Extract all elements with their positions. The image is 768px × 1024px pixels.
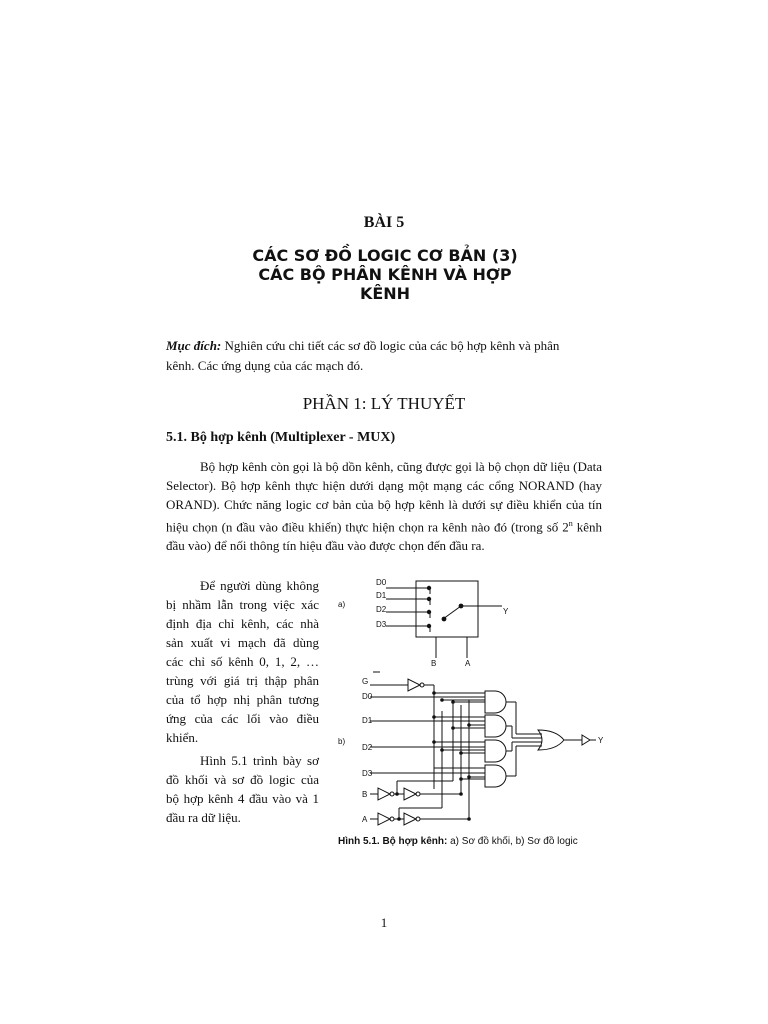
logic-input-label: D0	[362, 692, 373, 701]
purpose-paragraph	[166, 336, 586, 376]
figure-part-b-label: b)	[338, 737, 346, 746]
logic-input-label: D2	[362, 743, 373, 752]
block-input-label: D0	[376, 578, 387, 587]
block-output-label: Y	[503, 607, 509, 616]
intro-text-end: kênh đầu vào) để nối thông tín hiệu đầu vào được chọn đến đầu ra.	[166, 519, 602, 554]
mux-figure	[330, 572, 610, 837]
block-box	[416, 581, 478, 637]
purpose-text: Nghiên cứu chi tiết các sơ đồ logic của các bộ hợp kênh và phân kênh. Các ứng dụng của các mạch đó.	[166, 338, 560, 373]
or-gate	[538, 730, 564, 750]
block-select-label: B	[431, 659, 437, 668]
title-line: CÁC SƠ ĐỒ LOGIC CƠ BẢN (3)	[252, 246, 518, 265]
superscript-n: n	[568, 519, 573, 528]
intro-paragraph	[166, 457, 602, 555]
paragraph: Hình 5.1 trình bày sơ đồ khối và sơ đồ logic của bộ hợp kênh 4 đầu vào và 1 đầu ra dữ liệu.	[166, 753, 319, 825]
part-heading: PHẦN 1: LÝ THUYẾT	[302, 394, 466, 413]
left-column	[166, 576, 319, 831]
switch-arm	[443, 606, 461, 619]
logic-input-label: D1	[362, 716, 373, 725]
block-select-label: A	[465, 659, 471, 668]
title-line: KÊNH	[359, 284, 411, 303]
title-line: CÁC BỘ PHÂN KÊNH VÀ HỢP	[258, 265, 512, 284]
block-input-label: D3	[376, 620, 387, 629]
and-gate	[485, 765, 506, 787]
purpose-label: Mục đích:	[166, 338, 222, 353]
lesson-label: BÀI 5	[363, 214, 405, 231]
logic-input-label: B	[362, 790, 368, 799]
logic-output-label: Y	[598, 736, 604, 745]
and-gate	[485, 715, 506, 737]
figure-caption	[338, 836, 578, 847]
caption-label: Hình 5.1. Bộ hợp kênh:	[338, 836, 448, 847]
logic-input-label: D3	[362, 769, 373, 778]
logic-input-label: A	[362, 815, 368, 824]
paragraph: Để người dùng không bị nhầm lẫn trong việc xác định địa chỉ kênh, các nhà sản xuất vi mạch đã dùng các chỉ số kênh 0, 1, 2, … trùng với giá trị thập phân của tổ hợp nhị phân tương ứng của các lối vào điều khiển.	[166, 578, 319, 745]
caption-text: a) Sơ đồ khối, b) Sơ đồ logic	[447, 836, 578, 847]
section-heading: 5.1. Bộ hợp kênh (Multiplexer - MUX)	[166, 430, 396, 445]
intro-text: Bộ hợp kênh còn gọi là bộ dồn kênh, cũng được gọi là bộ chọn dữ liệu (Data Selector). Bộ hợp kênh thực hiện dưới dạng một mạng các cổng NORAND (hay ORAND). Chức năng logic cơ bản của bộ hợp kênh là dưới sự điều khiển của tín hiệu chọn (n đầu vào điều khiển) thực hiện chọn ra kênh nào đó (trong số 2	[166, 459, 602, 535]
chapter-title	[230, 246, 540, 303]
and-gate	[485, 740, 506, 762]
and-gate	[485, 691, 506, 713]
logic-input-label: G	[362, 677, 369, 686]
figure-part-a-label: a)	[338, 600, 346, 609]
page-number: 1	[380, 915, 388, 930]
block-input-label: D2	[376, 605, 387, 614]
block-input-label: D1	[376, 591, 387, 600]
